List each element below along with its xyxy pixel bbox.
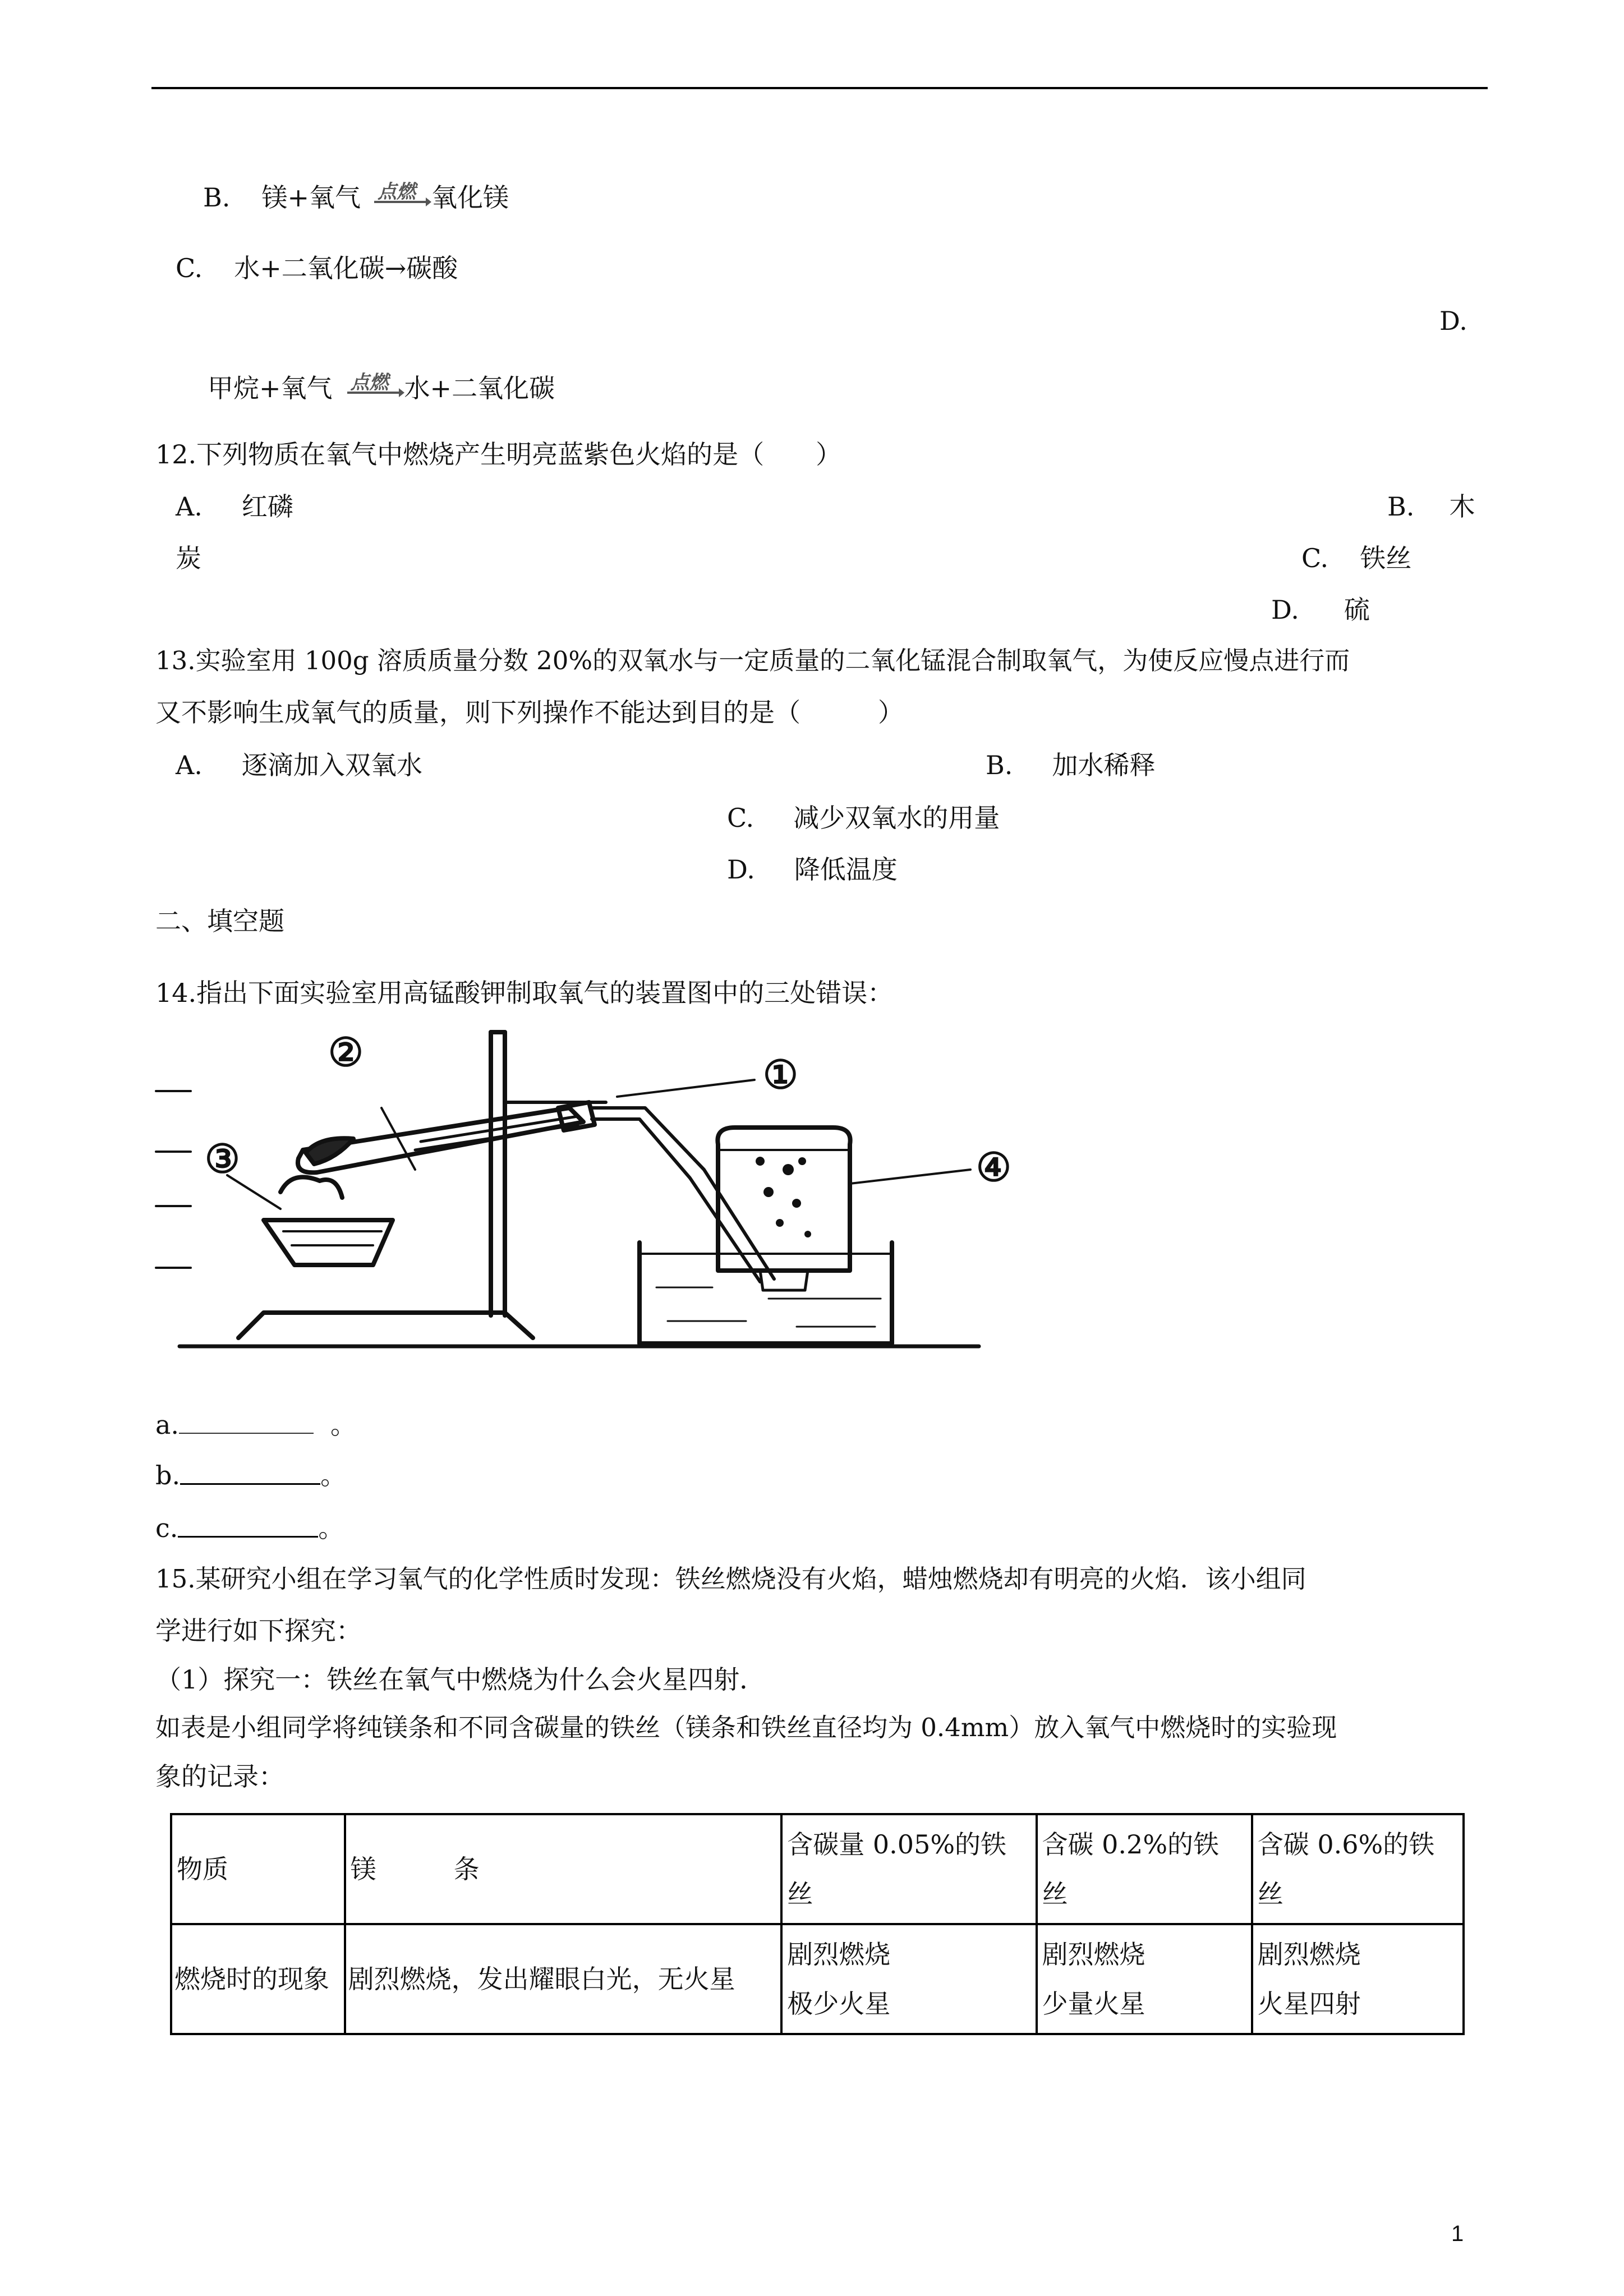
- answer-blank-b[interactable]: [180, 1458, 320, 1485]
- q13-option-b: B. 加水稀释: [986, 750, 1156, 780]
- q15-desc-line1: 如表是小组同学将纯镁条和不同含碳量的铁丝（镁条和铁丝直径均为 0.4mm）放入氧气中燃烧时的实验现: [155, 1713, 1337, 1742]
- q13-option-c: C. 减少双氧水的用量: [727, 803, 1000, 833]
- q13-stem-line2: 又不影响生成氧气的质量，则下列操作不能达到目的是（ ）: [155, 697, 904, 728]
- q13-option-d: D. 降低温度: [727, 854, 898, 885]
- q11-option-d: 甲烷+氧气 点燃 水+二氧化碳: [208, 371, 555, 405]
- table-header-cell: 燃烧时的现象: [171, 1924, 345, 2034]
- table-row: [171, 1924, 1464, 2034]
- q14-answer-b: b. 。: [155, 1458, 346, 1492]
- table-cell: 剧烈燃烧 少量火星: [1037, 1924, 1252, 2034]
- q14-stem: 14.指出下面实验室用高锰酸钾制取氧气的装置图中的三处错误：: [155, 978, 894, 1008]
- section-title: 二、填空题: [155, 906, 284, 936]
- diagram-label-2: ②: [328, 1029, 364, 1075]
- q15-part1: （1）探究一：铁丝在氧气中燃烧为什么会火星四射．: [155, 1664, 766, 1695]
- table-header-cell: 物质: [171, 1814, 345, 1924]
- diagram-label-1: ①: [763, 1051, 798, 1098]
- q11-option-d-label: D.: [1439, 306, 1467, 336]
- answer-blank-a[interactable]: [179, 1408, 314, 1434]
- q13-stem-line1: 13.实验室用 100g 溶质质量分数 20%的双氧水与一定质量的二氧化锰混合制取氧气，为使反应慢点进行而: [155, 646, 1350, 675]
- q12-option-b-cont: 炭: [176, 543, 201, 573]
- q12-option-a: A. 红磷: [176, 491, 293, 522]
- q14-answer-c: c. 。: [155, 1511, 344, 1545]
- reaction-arrow-icon: 点燃: [346, 371, 404, 405]
- q15-desc-line2: 象的记录：: [155, 1761, 284, 1792]
- q15-stem-line1: 15.某研究小组在学习氧气的化学性质时发现：铁丝燃烧没有火焰，蜡烛燃烧却有明亮的火焰．该小组同: [155, 1564, 1306, 1594]
- apparatus-diagram: [151, 1024, 1071, 1372]
- answer-blank-c[interactable]: [178, 1511, 318, 1538]
- q13-option-a: A. 逐滴加入双氧水: [176, 750, 422, 780]
- table-cell: 镁 条: [345, 1814, 782, 1924]
- observation-table: [170, 1813, 1465, 2035]
- q11-option-c: C. 水+二氧化碳→碳酸: [176, 253, 458, 283]
- q12-stem: 12.下列物质在氧气中燃烧产生明亮蓝紫色火焰的是（ ）: [155, 439, 842, 470]
- q15-stem-line2: 学进行如下探究：: [155, 1616, 362, 1646]
- table-cell: 含碳 0.6%的铁 丝: [1252, 1814, 1464, 1924]
- header-rule: [151, 87, 1488, 89]
- diagram-label-3: ③: [205, 1135, 240, 1182]
- q11-option-b: B. 镁+氧气 点燃 氧化镁: [203, 181, 509, 214]
- q14-answer-a: a. 。: [155, 1408, 356, 1442]
- table-cell: 含碳量 0.05%的铁 丝: [781, 1814, 1036, 1924]
- table-cell: 剧烈燃烧，发出耀眼白光，无火星: [345, 1924, 782, 2034]
- table-cell: 含碳 0.2%的铁 丝: [1037, 1814, 1252, 1924]
- table-cell: 剧烈燃烧 火星四射: [1252, 1924, 1464, 2034]
- reaction-arrow-icon: 点燃: [373, 181, 431, 214]
- table-cell: 剧烈燃烧 极少火星: [781, 1924, 1036, 2034]
- q12-option-b: B. 木: [1387, 491, 1475, 522]
- q12-option-d: D. 硫: [1271, 595, 1370, 625]
- q12-option-c: C. 铁丝: [1301, 543, 1412, 573]
- diagram-label-4: ④: [976, 1144, 1011, 1190]
- page-number: 1: [1451, 2221, 1464, 2246]
- table-row: [171, 1814, 1464, 1924]
